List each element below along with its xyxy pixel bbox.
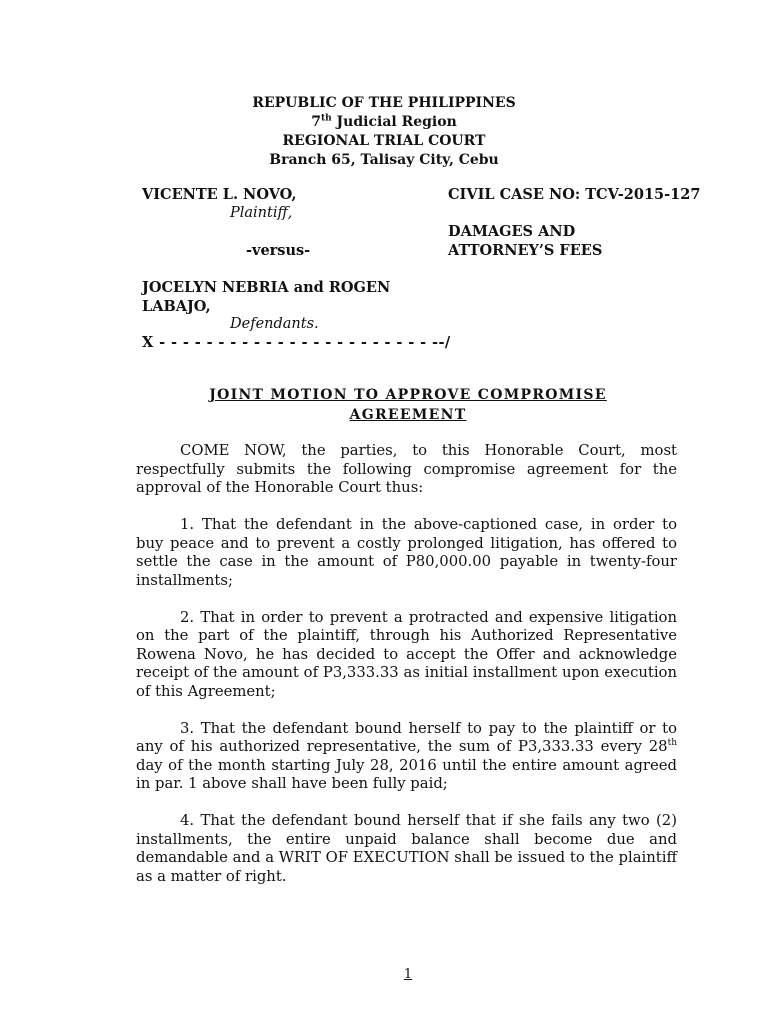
judicial-region-heading: 7th Judicial Region [311, 113, 457, 130]
court-name-heading: REGIONAL TRIAL COURT [282, 133, 486, 149]
court-header [0, 94, 768, 170]
plaintiff-role: Plaintiff, [230, 205, 293, 221]
motion-title [0, 385, 768, 425]
case-nature-line2: ATTORNEY’S FEES [448, 242, 603, 259]
plaintiff-name: VICENTE L. NOVO, [142, 186, 297, 203]
case-nature-line1: DAMAGES AND [448, 223, 576, 240]
defendants-names-line1: JOCELYN NEBRIA and ROGEN [142, 279, 391, 296]
versus-label: -versus- [246, 242, 311, 259]
paragraph-2: 2. That in order to prevent a protracted and expensive litigation on the part of the plaintiff, through his Authorized Representative Rowena Novo, he has decided to accept the Offer and acknowledge receipt of the amount of P3,333.33 as initial installment upon execution of this Agreement; [136, 608, 677, 700]
civil-case-number: CIVIL CASE NO: TCV-2015-127 [448, 186, 701, 203]
page-number: 1 [403, 967, 413, 982]
paragraph-1: 1. That the defendant in the above-captioned case, in order to buy peace and to prevent a costly prolonged litigation, has offered to settle the case in the amount of P80,000.00 payable in twenty-four installments; [136, 516, 677, 589]
paragraph-4: 4. That the defendant bound herself that if she fails any two (2) installments, the entire unpaid balance shall become due and demandable and a WRIT OF EXECUTION shall be issued to the plaintiff as a matter of right. [136, 812, 677, 885]
intro-paragraph: COME NOW, the parties, to this Honorable Court, most respectfully submits the following compromise agreement for the approval of the Honorable Court thus: [136, 442, 677, 496]
motion-title-line2: AGREEMENT [349, 407, 467, 423]
motion-body [136, 442, 677, 905]
paragraph-3: 3. That the defendant bound herself to pay to the plaintiff or to any of his authorized representative, the sum of P3,333.33 every 28th day of the month starting July 28, 2016 until the entire amount agreed in par. 1 above shall have been fully paid; [136, 719, 677, 792]
branch-heading: Branch 65, Talisay City, Cebu [269, 152, 499, 168]
defendants-role: Defendants. [230, 316, 319, 332]
defendants-names-line2: LABAJO, [142, 298, 211, 315]
republic-heading: REPUBLIC OF THE PHILIPPINES [252, 95, 516, 111]
motion-title-line1: JOINT MOTION TO APPROVE COMPROMISE [209, 387, 607, 403]
caption-separator: X - - - - - - - - - - - - - - - - - - - - - - - --/ [142, 334, 451, 351]
